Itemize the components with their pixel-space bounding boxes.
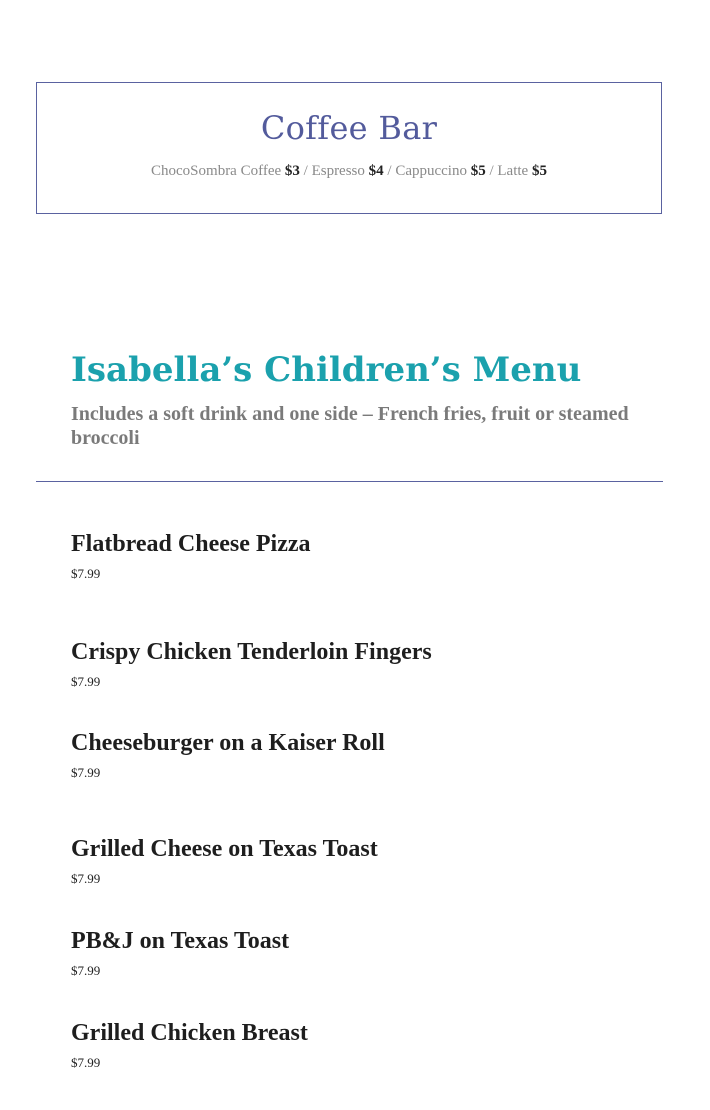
childrens-menu-title: Isabella’s Children’s Menu bbox=[71, 350, 582, 390]
menu-item-price: $7.99 bbox=[71, 566, 101, 581]
menu-item-flatbread-cheese-pizza bbox=[71, 530, 311, 582]
menu-item-grilled-cheese bbox=[71, 835, 378, 887]
coffee-separator: / bbox=[299, 163, 312, 179]
childrens-menu-subtitle: Includes a soft drink and one side – French fries, fruit or steamed broccoli bbox=[71, 403, 629, 449]
menu-item-price: $7.99 bbox=[71, 674, 101, 689]
menu-item-price: $7.99 bbox=[71, 765, 101, 780]
menu-item-price: $7.99 bbox=[71, 871, 101, 886]
coffee-item-name: Cappuccino bbox=[395, 163, 467, 179]
menu-item-grilled-chicken-breast bbox=[71, 1019, 308, 1071]
coffee-item-name: ChocoSombra Coffee bbox=[151, 163, 282, 179]
coffee-separator: / bbox=[383, 163, 396, 179]
coffee-item-name: Espresso bbox=[311, 163, 365, 179]
menu-item-chicken-tenderloin-fingers bbox=[71, 638, 432, 690]
menu-item-price: $7.99 bbox=[71, 1055, 101, 1070]
coffee-item-price: $5 bbox=[531, 163, 547, 179]
menu-item-name: Grilled Cheese on Texas Toast bbox=[71, 836, 378, 862]
menu-item-price: $7.99 bbox=[71, 963, 101, 978]
menu-item-name: PB&J on Texas Toast bbox=[71, 928, 290, 954]
coffee-bar-price-line bbox=[37, 163, 661, 180]
menu-item-cheeseburger bbox=[71, 729, 385, 781]
menu-item-name: Grilled Chicken Breast bbox=[71, 1020, 308, 1046]
coffee-bar-title: Coffee Bar bbox=[260, 109, 438, 147]
coffee-separator: / bbox=[485, 163, 498, 179]
coffee-bar-section bbox=[36, 82, 662, 214]
coffee-item-name: Latte bbox=[497, 163, 529, 179]
menu-item-pbj bbox=[71, 927, 289, 979]
menu-item-name: Cheeseburger on a Kaiser Roll bbox=[71, 730, 385, 756]
coffee-item-price: $5 bbox=[470, 163, 486, 179]
coffee-item-price: $4 bbox=[368, 163, 384, 179]
menu-item-name: Flatbread Cheese Pizza bbox=[71, 531, 311, 557]
section-divider bbox=[36, 481, 663, 482]
menu-item-name: Crispy Chicken Tenderloin Fingers bbox=[71, 639, 432, 665]
coffee-item-price: $3 bbox=[284, 163, 300, 179]
